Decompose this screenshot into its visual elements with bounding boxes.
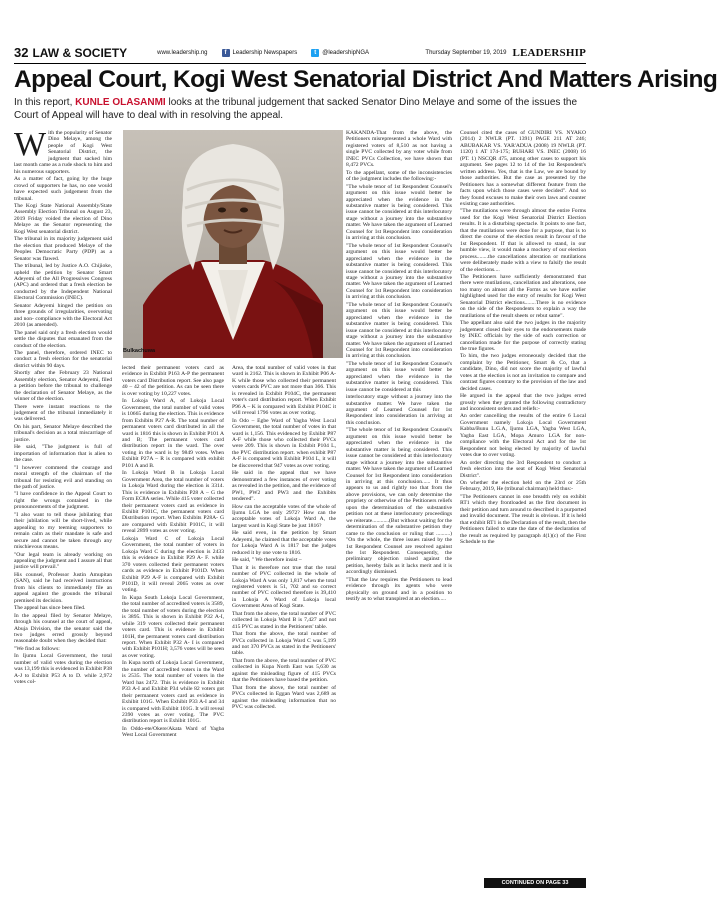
- paragraph: The panel said only a fresh election would settle the disputes that emanated from the conduct of the election.: [14, 329, 112, 349]
- paragraph: "That the law requires the Petitioners to lead evidence through its agents who were physically on ground and in a position to testify as to what transpired at an election.....: [346, 576, 452, 603]
- article-column-1: [14, 126, 112, 888]
- paragraph: In Odo – Egbe Ward of Yagba West Local Government, the total number of votes in that ward is 1,156. This evidenced by Exhibit P87 A-F while those who collected their PVCs were 209. This is shown in Exhibit P104 L, the PVC distribution report. when exhibit P87 A-F is compared with Exhibit P104 L, it will be discovered that 947 votes as over voting.: [232, 417, 336, 469]
- article-headline: Appeal Court, Kogi West Senatorial District And Matters Arising: [14, 66, 717, 93]
- paragraph: He said, "The judgment is full of importation of information that is alien to the case.: [14, 444, 112, 464]
- paragraph: The appeal has since been filed.: [14, 605, 86, 612]
- paragraph: Shortly after the February 23 National Assembly election, Senator Adeyemi, filed a petition before the tribunal to challenge the declaration of Senator Melaye, as the winner of the election.: [14, 370, 112, 403]
- paragraph: ith the popularity of Senator Dino Melaye, among the people of Kogi West Senatorial District, the judgment that sacked him last month came as a rude shock to him and his numerous supporters.: [14, 130, 112, 175]
- paragraph: In Kupa north of Lokoja Local Government, the number of accredited voters in the Ward is 2535. The total number of voters in the Ward has 2472. This is evidence in Exhibit P33 A-I and Exhibit P34 while 82 voters got their permanent voters card as evidence in Exhibit 101G. When Exhibit P33 A-I and 34 is compared with Exhibit 101G. It will reveal 2390 votes as over voting. The PVC distribution report is Exhibit 101G.: [122, 660, 224, 725]
- paragraph: To him, the two judges erroneously decided that the complaint by the Petitioner, Smart & Co, that a candidate, Dino, did not score the majority of lawful votes at the election is not an invitation to compare and contrast figures contrary to the provision of the law and decided cases.: [460, 353, 586, 392]
- column-4-text: [346, 130, 452, 603]
- paragraph: He said even, in the petition by Smart Adeyemi, he claimed that the acceptable votes for Lokoja Ward A is 1817 but the judges reduced it by one vote to 1816.: [232, 530, 336, 556]
- twitter-icon: t: [311, 49, 319, 57]
- paragraph: The tribunal, led by Justice A.O. Chijioke, upheld the petition by Senator Smart Adeyemi of the All Progressives Congress (APC) and ordered that a fresh election be conducted by the Independent National Electoral Commission (INEC).: [14, 263, 112, 302]
- facebook-label: Leadership Newspapers: [232, 49, 298, 56]
- page-header: [14, 42, 586, 64]
- twitter-link[interactable]: [311, 49, 369, 57]
- paragraph: That from the above, the total number of PVC collected in Lokoja Ward B is 7,427 and not 415 PVC as stated in the Petitioners' table.: [232, 610, 336, 630]
- judge-portrait-illustration: [123, 130, 343, 358]
- paragraph: An order cancelling the results of the entire 6 Local Government namely Lokoja Local Government Kabba/Bunu L.G.A, Ijumu LGA, Yagba West LGA, Yagba East LGA, Mopa Amuro LGA for non-compliance with the Electoral Act and for the 1st Respondent not being elected by majority of lawful votes due to over voting.: [460, 413, 586, 459]
- page-number: 32: [14, 45, 29, 60]
- paragraph: Area, the total number of valid votes in that ward is 2162. This is shown in Exhibit P06 A-K while those who collected their permanent voters cards PVC are not more than 366. This is revealed in Exhibit P104C, the permanent voter's card distribution report. When Exhibit P96 A – K is compared with Exhibit P104C it will reveal 1796 votes as over voting.: [232, 365, 336, 417]
- paragraph: "I however commend the courage and moral strength of the chairman of the tribunal for resisting evil and standing on the path of justice.: [14, 464, 112, 491]
- paragraph: "The Petitioners cannot in one breadth rely on exhibit RT1 which they frontloaded as the first document in their petition and turn around to described it a purported and invalid document. The result is obvious. If it is held that exhibit RT1 is the Declaration of the result, then the Petitioners failed to state the date of the declaration of the result as required by paragraph 4(1)(c) of the First Schedule to the: [460, 493, 586, 546]
- paragraph: interlocutory stage without a journey into the substantive matter. We have taken the argument of Learned Counsel for 1st Respondent into consideration in arriving at this conclusion.: [346, 394, 452, 426]
- paragraph: "The whole tenor of 1st Respondent Counsel's argument on this issue would better be appreciated when the evidence in the substantive matter is being considered. This issue cannot be considered at this interlocutory stage without a journey into the substantive matter. We have taken the argument of Learned Counsel for 1st Respondent into consideration in arriving at this conclusion.: [346, 242, 452, 301]
- paragraph: lected their permanent voters card as evidence in Exhibit P163 A-P the permanent voters card Distribution report. See also page 40 – 42 of the petition. As can be seen there is over voting by 10,227 votes.: [122, 365, 224, 397]
- paragraph: The panel, therefore, ordered INEC to conduct a fresh election for the senatorial district within 90 days.: [14, 349, 112, 369]
- paragraph: In Lokoja Ward B in Lokoja Local Government Area, the total number of voters in Lokoja Ward during the election is 3314. This is evidence in Exhibits P28 A – G the Form EC8A series. While 415 voter collected their permanent voters card as evidence in Exhibit P101C, the permanent voters card Distribution report. When Exhibits P28A- G are compared with Exhibit P101C, it will reveal 2899 votes as over voting.: [122, 470, 224, 535]
- paragraph: "The whole tenor of 1st Respondent Counsel's argument on this issue would better be appreciated when the evidence in the substantive matter is being considered. This issue cannot be considered at this interlocutory stage without a journey into the substantive matter. We have taken the argument of Learned Counsel for 1st Respondent into consideration in arriving at this conclusion.: [346, 301, 452, 360]
- paragraph: "We find as follows:: [14, 645, 60, 652]
- paragraph: His counsel, Professor Justin Amupitan (SAN), said he had received instructions from his clients to immediately file an appeal against the grounds the tribunal premised its decision.: [14, 571, 112, 604]
- section-name: LAW & SOCIETY: [32, 45, 128, 60]
- paragraph: That from the above, the total number of PVCs collected in Lokoja Ward C was 5,199 and not 370 PVCs as stated in the Petitioners' table.: [232, 631, 336, 657]
- paragraph: He argued in the appeal that the two judges erred grossly when they granted the following contradictory and inconsistent orders and reliefs:-: [460, 393, 586, 413]
- paragraph: As a matter of fact, going by the huge crowd of supporters he has, no one would have expected such judgement from the tribunal.: [14, 176, 112, 202]
- paragraph: The appellant also said the two judges in the majority judgement closed their eyes to the endorsements made by INEC officials by the side of each correction or cancellation made for the purpose of correctly stating the true figures.: [460, 320, 586, 352]
- article-column-3: [232, 365, 336, 888]
- continued-banner[interactable]: CONTINUED ON PAGE 33: [484, 878, 586, 888]
- paragraph: "The whole tenor of 1st Respondent Counsel's argument on this issue would better be appreciated when the evidence in the substantive matter is being considered. This issue cannot be considered at this interlocutory stage without a journey into the substantive matter. We have taken the argument of Learned Counsel for 1st Respondent into consideration in arriving at this conclusion...... It thus appears to us and rightly too that from the above provisions, we can only determine the propriety or otherwise of the Petitioners reliefs upon the determination of the substantive petition not at these interlocutory proceedings we reiterate............(But without waiting for the determination of the substantive petition they came to the conclusion or ruling that ..........) "On the whole, the three issues raised by the 1st Respondent Counsel are resolved against the 1st Respondent. Consequently, the preliminary objection raised against the petition, hereby fails as it lacks merit and it is accordingly dismissed.: [346, 427, 452, 576]
- twitter-label: @leadershipNGA: [322, 49, 370, 56]
- drop-cap: W: [14, 126, 47, 163]
- paragraph: How can the acceptable votes of the whole of Ijumu LGA be only 2972? How can the acceptable votes of Lokoja Ward A, the largest ward in Kogi State be just 1816?: [232, 503, 336, 529]
- photo-caption: Bulkachuwa: [123, 348, 156, 354]
- deck-intro: In this report,: [14, 97, 76, 108]
- website-link[interactable]: www.leadership.ng: [157, 49, 208, 56]
- article-column-4: [346, 130, 452, 888]
- column-1-text: [14, 126, 112, 686]
- paragraph: That it is therefore not true that the total number of PVC collected in the whole of Lokoja Ward A was only 1,817 when the total registered voters is 51, 702 and so correct number of PVC collected therefore is 39,410 in Lokoja A Ward of Lokoja local Government Area of Kogi State.: [232, 564, 336, 610]
- paragraph: In Ijumu Local Government, the total number of valid votes during the election was 13,199 this is evidenced in Exhibit P38 A-J to Exhibit P53 A to D. while 2,972 votes col-: [14, 653, 112, 686]
- paragraph: On whether the election held on the 23rd or 25th February, 2019, He (tribunal chairman) held thus:-: [460, 480, 586, 493]
- issue-date: Thursday September 19, 2019: [425, 49, 507, 56]
- paragraph: The Petitioners have sufficiently demonstrated that there were mutilations, cancellation and alterations, one too many on almost all the Forms as we have earlier highlighted used for the entry of results for Kogi West Senatorial District elections........There is no evidence on the side of the Respondents to explain a way the mutilations of the result sheets or rebut same".: [460, 273, 586, 319]
- paragraph: He said in the appeal that we have demonstrated a few instances of over voting as revealed in the petition, and the evidence of PW1, PW2 and PW3 and the Exhibits tendered".: [232, 470, 336, 503]
- paragraph: Senator Adeyemi hinged the petition on three grounds of irregularities, overvoting and non- compliance with the Electoral Act 2010 (as amended).: [14, 302, 112, 329]
- paragraph: "I have confidence in the Appeal Court to right the wrongs contained in the pronouncements of the judgment.: [14, 491, 112, 511]
- paragraph: "The mutilations were through almost the entire Forms used for the Kogi West Senatorial District Election results. It is a disturbing spectacle. It points to one fact, that the mutilations were done for a purpose, that is to direct the course of the election result in favour of the 1st Respondent. If that is allowed to stand, in our humble view, it would make a mockery of our election process........the cancellations alteration or mutilations were deliberately made with a view to falsify the result of the elections....: [460, 208, 586, 273]
- judge-photo: [123, 130, 343, 358]
- paragraph: Lokoja Ward C of Lokoja Local Government, the total number of voters in Lokoja Ward C during the election is 2433 this is evidence in Exhibit P29 A- F. while 370 voters collected their permanent voters cards as evidence in Exhibit P101D. When Exhibit P29 A-F is compared with Exhibit P101D, it will reveal 2065 votes as over voting.: [122, 535, 224, 594]
- column-2-text: [122, 365, 224, 739]
- article-deck: [14, 96, 586, 122]
- paragraph: The tribunal in its majority judgement said the election that produced Melaye of the Peoples Democratic Party (PDP) as a Senator was flawed.: [14, 236, 112, 262]
- paragraph: He said, " We therefore insist –: [232, 557, 302, 564]
- paragraph: In Lokoja Ward A, of Lokoja Local Government, the total number of valid votes is 10665 during the election. This is evidence from Exhibits P27 A-R. The total number of permanent voters card distributed in all the ward is 1816 this is shown in Exhibit P101 A and B; The permanent voters card distribution report in the ward. The over voting in the ward is by 9849 votes. When Exhibit P27A – R is compared with exhibit P101 A and B.: [122, 398, 224, 469]
- paragraph: On his part, Senator Melaye described the tribunal's decision as a total miscarriage of justice.: [14, 423, 112, 443]
- paragraph: "The whole tenor of 1st Respondent Counsel's argument on this issue would better be appreciated when the evidence in the substantive matter is being considered. This issue cannot be considered at this interlocutory stage without a journey into the substantive matter. We have taken the argument of Learned Counsel for 1st Respondent into consideration in arriving at this conclusion.: [346, 183, 452, 242]
- author-name: KUNLE OLASANMI: [75, 97, 166, 108]
- paragraph: That from the above, the total number of PVC collected in Kupa North East was 5,630 as against the misleading figure of 415 PVCs that the Petitioners have based the petition.: [232, 657, 336, 684]
- paragraph: In Kupa South Lokoja Local Government, the total number of accredited voters is 3589, the total number of voters during the election is 3895. This is shown in Exhibit P32 A-I, while 319 voters collected their permanent voters card. This is evidence in Exhibit 101H, the permanent voters card distribution report. When Exhibit P32 A- I is compared with Exhibit P101H; 3,576 votes will be seen as over voting.: [122, 594, 224, 659]
- deck-summary: looks at the tribunal judgement that sacked Senator Dino Melaye and some of the issues the Court of Appeal will have to deal with in resolving the appeal.: [14, 97, 578, 121]
- newspaper-logo: LEADERSHIP: [512, 46, 586, 59]
- paragraph: KAKANDA-That from the above, the Petitioners misrepresented a whole Ward with registered voters of 8,510 as not having a single PVC collected by any voter while from INEC PVCs Collection, we have shown that 8,472 PVCs.: [346, 130, 452, 169]
- column-3-text: [232, 365, 336, 711]
- article-column-5: [460, 130, 586, 874]
- paragraph: In Oddo-ete/Okere/Akata Ward of Yagba West Local Government: [122, 725, 224, 739]
- facebook-icon: f: [222, 49, 230, 57]
- paragraph: Counsel cited the cases of GUNDIRI VS. NYAKO (2014) 2 NWLR (PT. 1391) PAGE 211 AT 246; ABUBAKAR VS. YAR'ADUA (2008) 19 NWLR (PT. 1120) 1 AT 174-175; BUHARI VS. INEC (2008) 16 (PT. 1) NSCQR 475, among other cases to support his argument. See pages 12 to 14 of the 1st Respondent's written address. Yes, that is the Law, we are bound by those authorities. But the case as presented by the Petitioners has a somewhat different feature from the facts upon which those cases were decided". And so they found excuses to make their own laws and counter existing case authorities.: [460, 130, 586, 207]
- paragraph: The Kogi State National Assembly/State Assembly Election Tribunal on August 23, 2019 Friday voided the election of Dino Melaye as the Senator representing the Kogi West senatorial district.: [14, 202, 112, 235]
- paragraph: An order directing the 3rd Respondent to conduct a fresh election into the seat of Kogi West Senatorial District".: [460, 459, 586, 479]
- paragraph: In the appeal filed by Senator Melaye, through his counsel at the court of appeal, Abuja Division, the the senator said the two judges erred grossly beyond reasonable doubt when they decided that:: [14, 612, 112, 645]
- paragraph: "The whole tenor of 1st Respondent Counsel's argument on this issue would better be appreciated when the evidence in the substantive matter is being considered. This issue cannot be considered at this: [346, 360, 452, 393]
- facebook-link[interactable]: [222, 49, 298, 57]
- paragraph: There were instant reactions to the judgement of the tribunal immediately it was delivered.: [14, 403, 112, 423]
- column-5-text: [460, 130, 586, 546]
- article-column-2: [122, 365, 224, 888]
- paragraph: That from the above, the total number of PVCs collected in Eggan Ward was 2,689 as against the misleading information that no PVC was collected.: [232, 684, 336, 711]
- paragraph: "I also want to tell those jubilating that their jubilation will be short-lived, while appealing to my teeming supporters to remain calm as their mandate is safe and secure and cannot be taken through any mischievous means.: [14, 511, 112, 551]
- paragraph: "Our legal team is already working on appealing the judgment and I assure all that justice will prevail.": [14, 551, 112, 571]
- paragraph: To the appellant, some of the inconsistencies of the judgment includes the following:-: [346, 169, 452, 183]
